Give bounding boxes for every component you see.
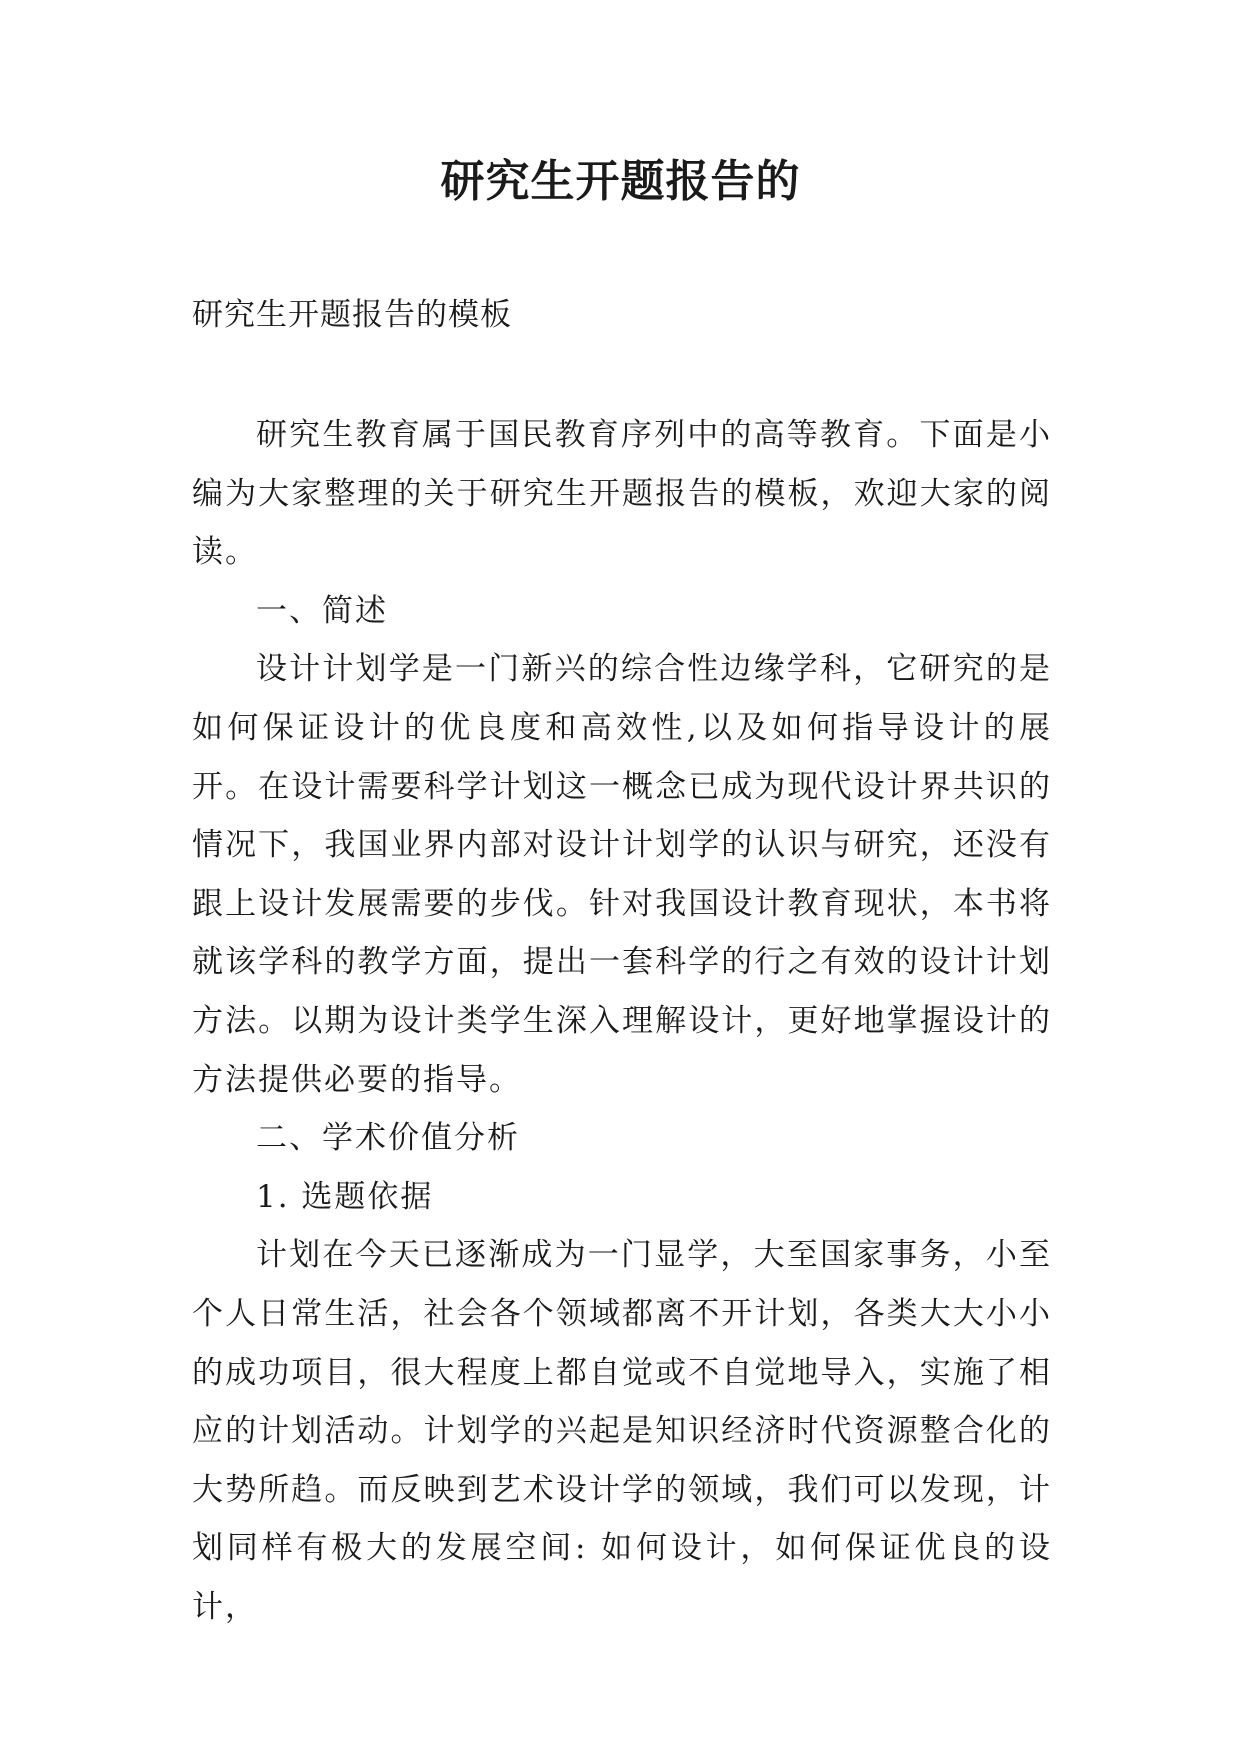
section-heading-overview: 一、简述 [256,592,388,629]
document-subtitle: 研究生开题报告的模板 [192,297,512,333]
section-heading-academic-value: 二、学术价值分析 [256,1120,520,1157]
overview-paragraph: 设计计划学是一门新兴的综合性边缘学科，它研究的是如何保证设计的优良度和高效性,以及如何指导设计的展开。在设计需要科学计划这一概念已成为现代设计界共识的情况下，我国业界内部对设计计划学的认识与研究，还没有跟上设计发展需要的步伐。针对我国设计教育现状，本书将就该学科的教学方面，提出一套科学的行之有效的设计计划方法。以期为设计类学生深入理解设计，更好地掌握设计的方法提供必要的指导。 [192,651,1052,1098]
document-body [192,406,1052,1636]
subsection-heading-topic-basis: 1. 选题依据 [256,1178,434,1215]
document-title: 研究生开题报告的 [440,156,801,207]
topic-basis-paragraph: 计划在今天已逐渐成为一门显学，大至国家事务，小至个人日常生活，社会各个领域都离不开计划，各类大大小小的成功项目，很大程度上都自觉或不自觉地导入，实施了相应的计划活动。计划学的兴起是知识经济时代资源整合化的大势所趋。而反映到艺术设计学的领域，我们可以发现，计划同样有极大的发展空间: 如何设计，如何保证优良的设计， [192,1237,1052,1625]
intro-paragraph: 研究生教育属于国民教育序列中的高等教育。下面是小编为大家整理的关于研究生开题报告的模板，欢迎大家的阅读。 [192,417,1052,571]
